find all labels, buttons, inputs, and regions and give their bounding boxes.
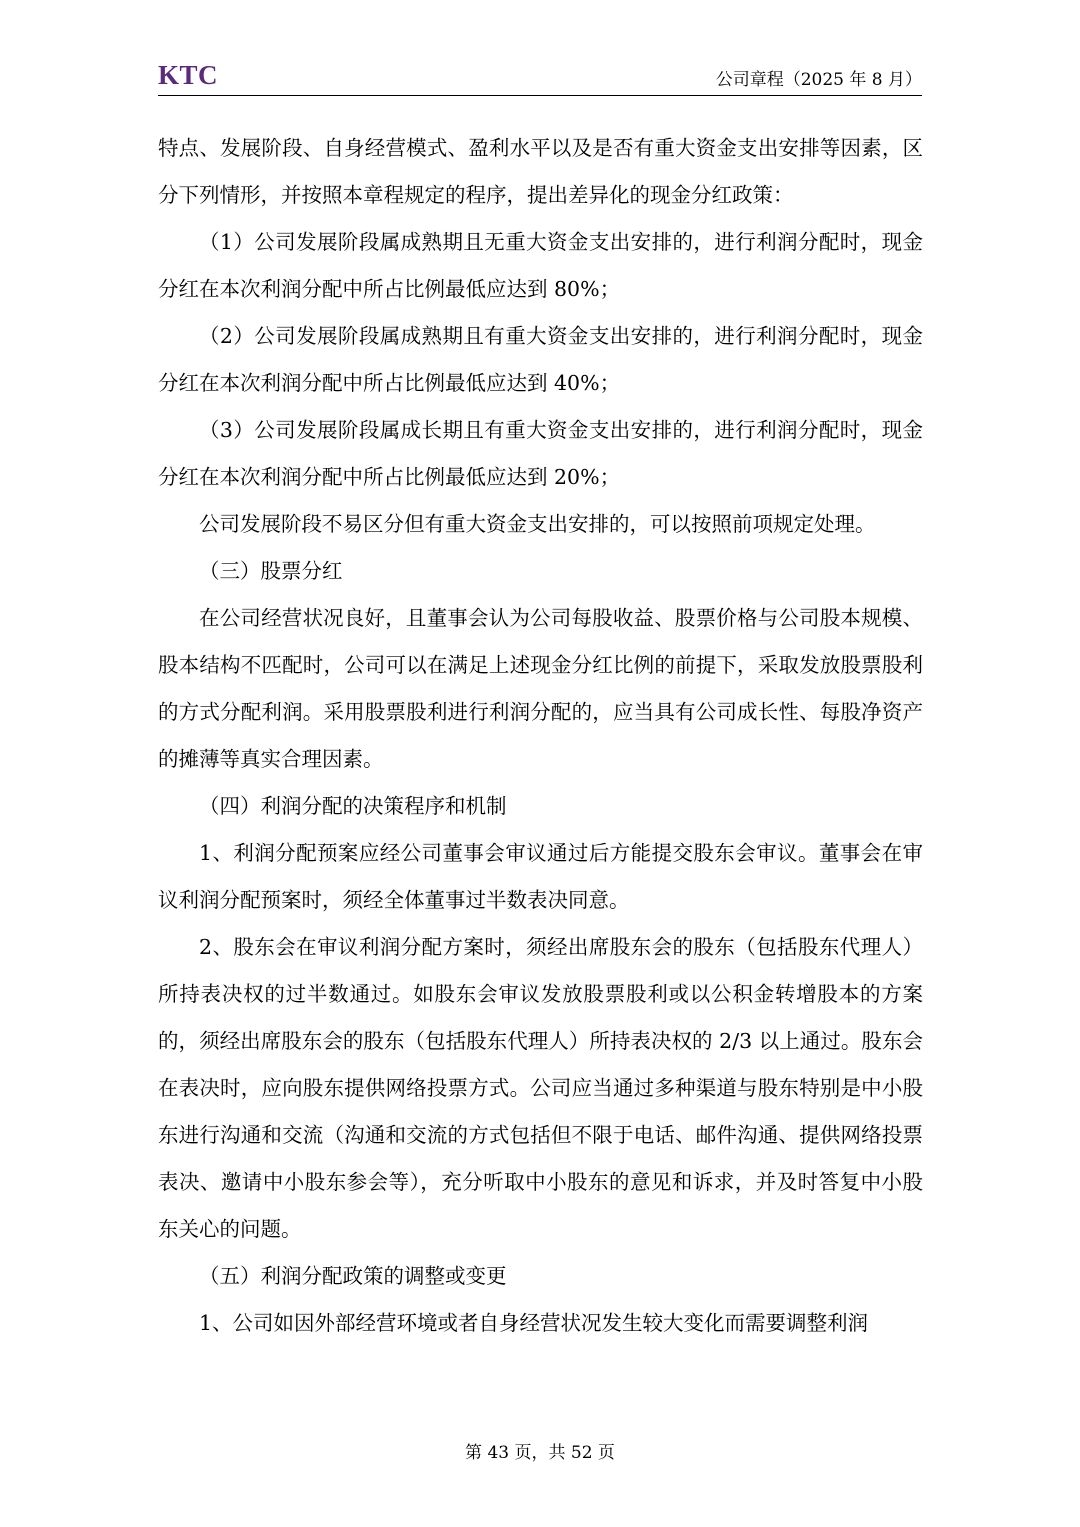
page-number: 第 43 页，共 52 页 (465, 1443, 615, 1463)
paragraph: 2、股东会在审议利润分配方案时，须经出席股东会的股东（包括股东代理人）所持表决权的过半数通过。如股东会审议发放股票股利或以公积金转增股本的方案的，须经出席股东会的股东（包括股东代理人）所持表决权的 2/3 以上通过。股东会在表决时，应向股东提供网络投票方式。公司应当通过多种渠道与股东特别是中小股东进行沟通和交流（沟通和交流的方式包括但不限于电话、邮件沟通、提供网络投票表决、邀请中小股东参会等），充分听取中小股东的意见和诉求，并及时答复中小股东关心的问题。 (158, 935, 923, 1241)
paragraph: （2）公司发展阶段属成熟期且有重大资金支出安排的，进行利润分配时，现金分红在本次利润分配中所占比例最低应达到 40%； (158, 324, 923, 395)
company-logo: KTC (158, 60, 219, 90)
paragraph: 1、公司如因外部经营环境或者自身经营状况发生较大变化而需要调整利润 (199, 1311, 869, 1335)
section-heading: （三）股票分红 (199, 559, 343, 583)
paragraph: 在公司经营状况良好，且董事会认为公司每股收益、股票价格与公司股本规模、股本结构不匹配时，公司可以在满足上述现金分红比例的前提下，采取发放股票股利的方式分配利润。采用股票股利进行利润分配的，应当具有公司成长性、每股净资产的摊薄等真实合理因素。 (158, 606, 923, 771)
paragraph: 1、利润分配预案应经公司董事会审议通过后方能提交股东会审议。董事会在审议利润分配预案时，须经全体董事过半数表决同意。 (158, 841, 923, 912)
page-footer (0, 1438, 1080, 1463)
document-body (158, 125, 923, 1347)
paragraph: 特点、发展阶段、自身经营模式、盈利水平以及是否有重大资金支出安排等因素，区分下列情形，并按照本章程规定的程序，提出差异化的现金分红政策： (158, 136, 923, 207)
section-heading: （四）利润分配的决策程序和机制 (199, 794, 507, 818)
paragraph: （3）公司发展阶段属成长期且有重大资金支出安排的，进行利润分配时，现金分红在本次利润分配中所占比例最低应达到 20%； (158, 418, 923, 489)
header-document-title: 公司章程（2025 年 8 月） (715, 70, 922, 90)
section-heading: （五）利润分配政策的调整或变更 (199, 1264, 507, 1288)
paragraph: 公司发展阶段不易区分但有重大资金支出安排的，可以按照前项规定处理。 (199, 512, 876, 536)
paragraph: （1）公司发展阶段属成熟期且无重大资金支出安排的，进行利润分配时，现金分红在本次利润分配中所占比例最低应达到 80%； (158, 230, 923, 301)
page-header (158, 62, 922, 96)
